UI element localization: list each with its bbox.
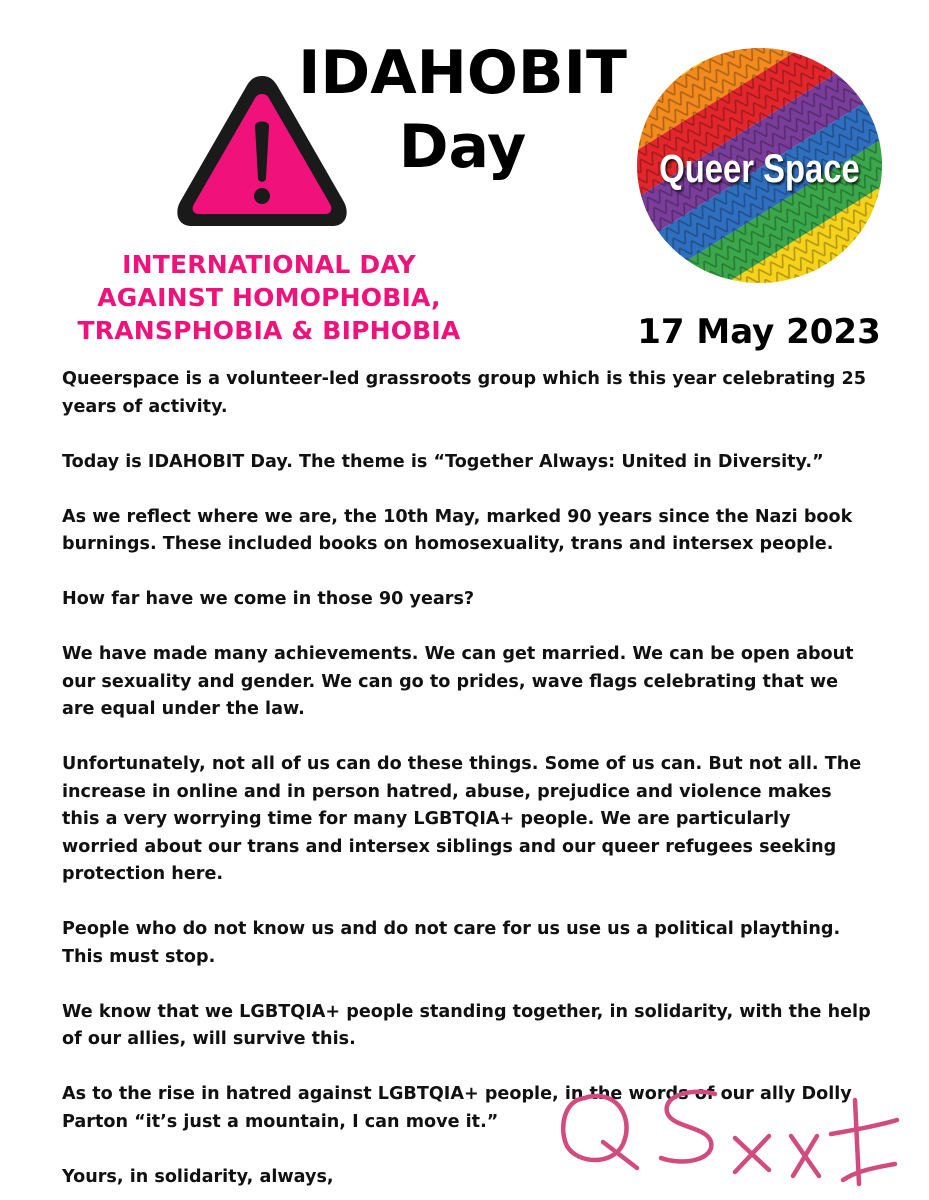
title-line-2: Day	[398, 112, 527, 182]
subtitle-line-1: INTERNATIONAL DAY	[122, 250, 416, 279]
paragraph: Queerspace is a volunteer-led grassroots group which is this year celebrating 25 years of activity.	[62, 369, 866, 417]
paragraph: We know that we LGBTQIA+ people standing together, in solidarity, with the help of our allies, will survive this.	[62, 1001, 871, 1049]
paragraph: As to the rise in hatred against LGBTQIA+ people, in the words of our ally Dolly Parton “it’s just a mountain, I can move it.”	[62, 1084, 852, 1132]
paragraph: We have made many achievements. We can get married. We can be open about our sexuality and gender. We can go to prides, wave flags celebrating that we are equal under the law.	[62, 644, 854, 719]
paragraph: How far have we come in those 90 years?	[62, 589, 475, 609]
paragraph: Today is IDAHOBIT Day. The theme is “Together Always: United in Diversity.”	[62, 451, 824, 472]
paragraph: People who do not know us and do not care for us use us a political plaything. This must stop.	[62, 919, 841, 967]
queer-space-logo	[637, 48, 882, 283]
subtitle-line-3: TRANSPHOBIA & BIPHOBIA	[77, 316, 461, 345]
letter-body	[62, 366, 872, 1191]
handwritten-signature	[555, 1080, 905, 1200]
logo-text: Queer Space	[659, 147, 860, 191]
paragraph: As we reflect where we are, the 10th May, marked 90 years since the Nazi book burnings. These included books on homosexuality, trans and intersex people.	[62, 506, 853, 554]
sign-off: Yours, in solidarity, always,	[62, 1166, 334, 1187]
subtitle	[62, 248, 476, 347]
warning-triangle-icon	[172, 70, 352, 232]
title-line-1: IDAHOBIT	[298, 38, 627, 108]
event-date: 17 May 2023	[637, 312, 881, 352]
subtitle-line-2: AGAINST HOMOPHOBIA,	[97, 283, 441, 312]
paragraph: Unfortunately, not all of us can do these things. Some of us can. But not all. The increase in online and in person hatred, abuse, prejudice and violence makes this a very worrying time for many LGBTQIA+ people. We are particularly worried about our trans and intersex siblings and our queer refugees seeking protection here.	[62, 754, 862, 884]
